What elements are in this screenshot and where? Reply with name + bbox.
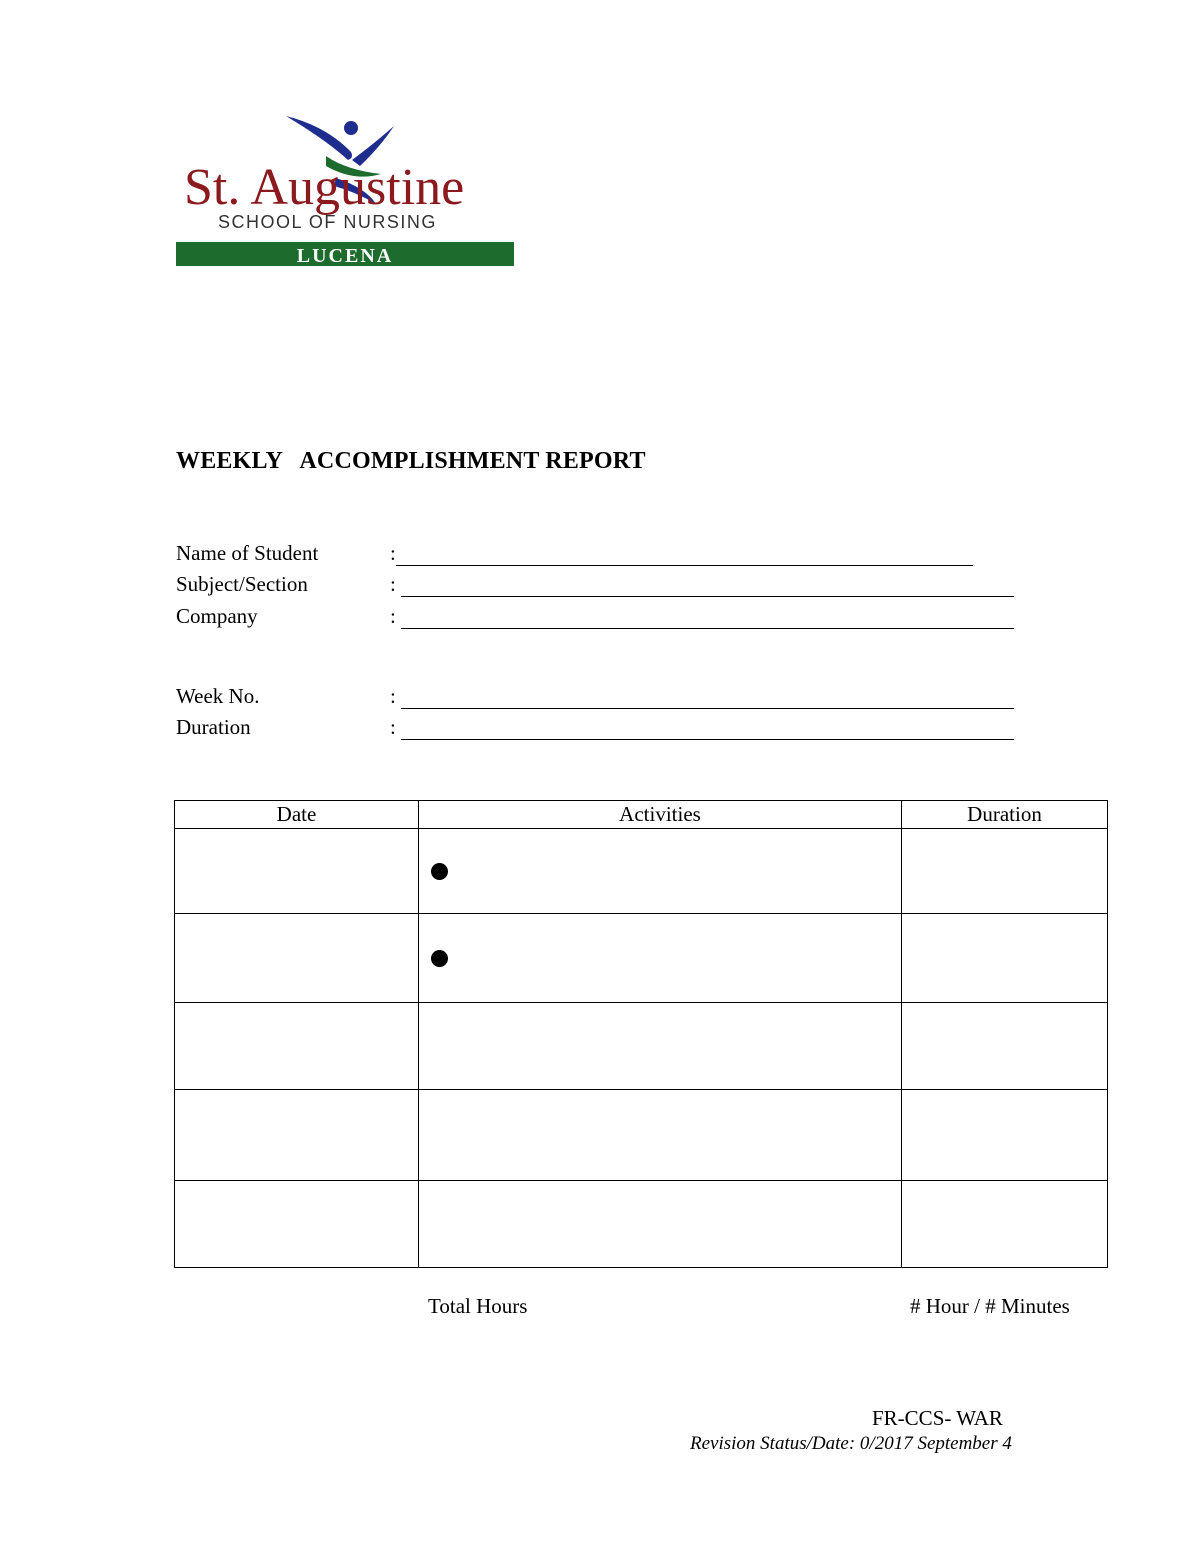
duration-input-line[interactable]	[401, 739, 1014, 740]
table-row	[175, 1090, 1108, 1181]
duration-cell[interactable]	[902, 829, 1108, 914]
field-colon: :	[390, 684, 396, 708]
logo-school-subtitle: SCHOOL OF NURSING	[218, 212, 437, 232]
column-header-date: Date	[175, 801, 419, 829]
field-subject-section	[176, 572, 1016, 602]
logo-school-name: St. Augustine	[184, 159, 465, 216]
logo-campus-name: LUCENA	[296, 245, 394, 267]
report-title: WEEKLY ACCOMPLISHMENT REPORT	[176, 448, 646, 474]
total-hours-label: Total Hours	[428, 1294, 528, 1318]
name-of-student-input-line[interactable]	[396, 565, 973, 566]
duration-cell[interactable]	[902, 914, 1108, 1003]
table-row	[175, 914, 1108, 1003]
activities-cell[interactable]	[419, 914, 902, 1003]
field-colon: :	[390, 715, 396, 739]
school-logo	[176, 112, 516, 270]
table-row	[175, 1181, 1108, 1268]
activities-cell[interactable]	[419, 1181, 902, 1268]
column-header-activities: Activities	[419, 801, 902, 829]
field-company	[176, 604, 1016, 634]
activities-cell[interactable]	[419, 1003, 902, 1090]
activities-cell[interactable]	[419, 1090, 902, 1181]
logo-figure-head	[344, 121, 358, 135]
table-row	[175, 1003, 1108, 1090]
bullet-icon	[431, 863, 448, 880]
field-week-no	[176, 684, 1016, 714]
school-logo-graphic	[176, 112, 516, 270]
field-label: Duration	[176, 715, 251, 739]
logo-swoosh-blue	[286, 116, 352, 160]
field-name-of-student	[176, 541, 1016, 571]
field-duration	[176, 715, 1016, 745]
field-label: Name of Student	[176, 541, 319, 565]
field-label: Week No.	[176, 684, 260, 708]
company-input-line[interactable]	[401, 628, 1014, 629]
duration-cell[interactable]	[902, 1090, 1108, 1181]
subject-section-input-line[interactable]	[401, 596, 1014, 597]
table-header-row	[175, 801, 1108, 829]
table-row	[175, 829, 1108, 914]
date-cell[interactable]	[175, 914, 419, 1003]
field-colon: :	[390, 541, 396, 565]
activity-table	[174, 800, 1108, 1268]
date-cell[interactable]	[175, 1003, 419, 1090]
date-cell[interactable]	[175, 1090, 419, 1181]
field-label: Company	[176, 604, 258, 628]
field-colon: :	[390, 604, 396, 628]
duration-cell[interactable]	[902, 1181, 1108, 1268]
total-hours-value: # Hour / # Minutes	[910, 1294, 1070, 1318]
column-header-duration: Duration	[902, 801, 1108, 829]
form-code: FR-CCS- WAR	[872, 1406, 1003, 1430]
field-label: Subject/Section	[176, 572, 308, 596]
duration-cell[interactable]	[902, 1003, 1108, 1090]
activities-cell[interactable]	[419, 829, 902, 914]
field-colon: :	[390, 572, 396, 596]
bullet-icon	[431, 950, 448, 967]
date-cell[interactable]	[175, 829, 419, 914]
week-no-input-line[interactable]	[401, 708, 1014, 709]
date-cell[interactable]	[175, 1181, 419, 1268]
revision-status: Revision Status/Date: 0/2017 September 4	[690, 1433, 1012, 1454]
